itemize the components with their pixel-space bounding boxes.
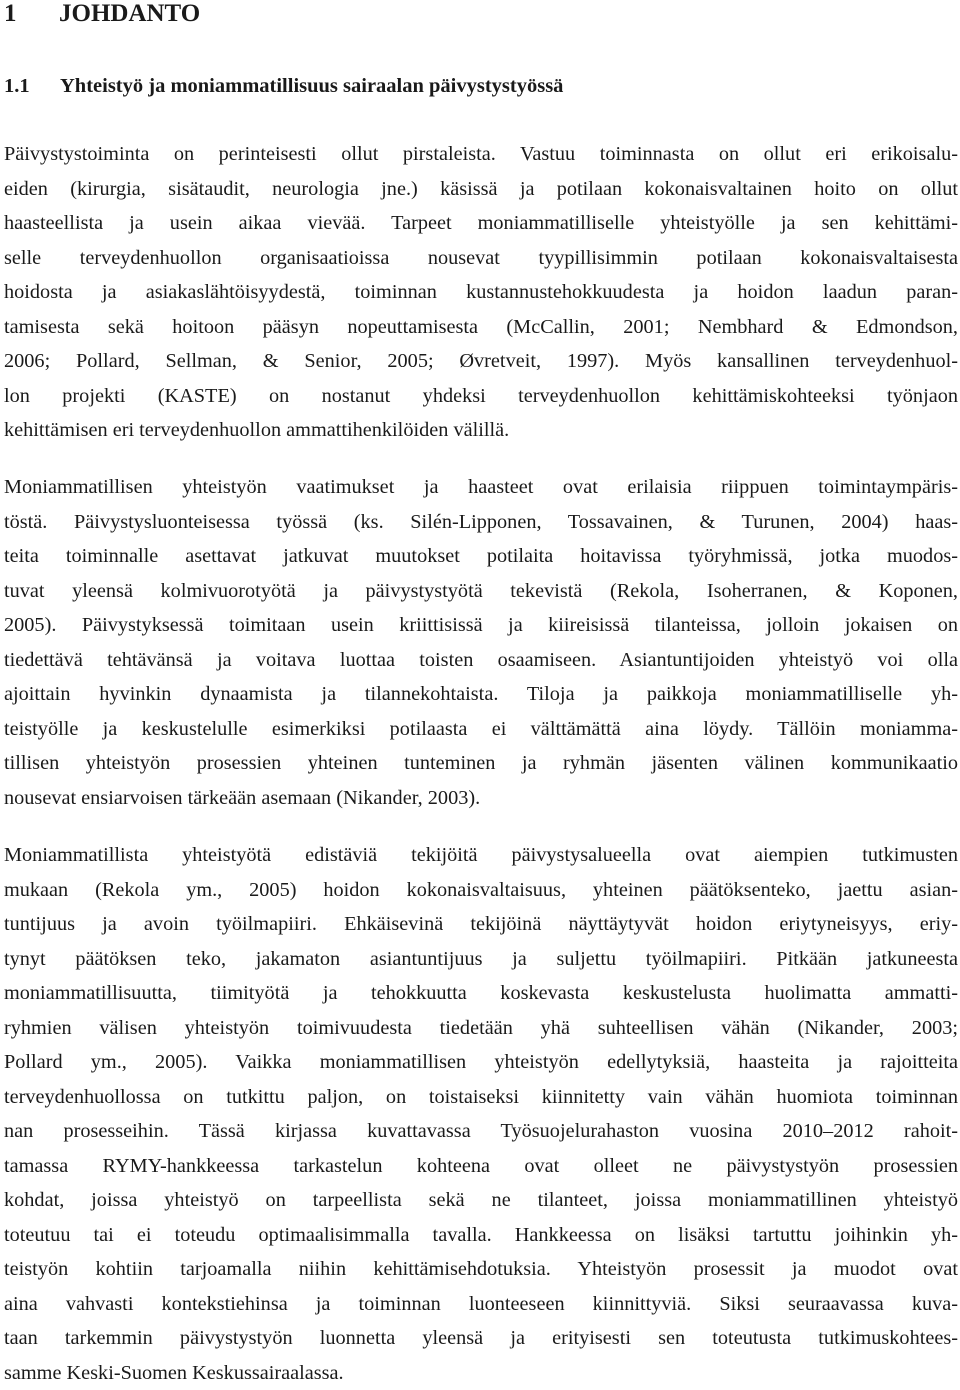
- text-line: aina vahvasti kontekstiehinsa ja toiminnan luonteeseen kiinnittyviä. Siksi seuraavassa kuva-: [4, 1287, 958, 1322]
- text-line: ryhmien välisen yhteistyön toimivuudesta tiedetään yhä suhteellisen vähän (Nikander, 2003;: [4, 1011, 958, 1046]
- text-line: tuntijuus ja avoin työilmapiiri. Ehkäisevinä tekijöinä näyttäytyvät hoidon eriytyneisyys, eriy-: [4, 907, 958, 942]
- text-line: Päivystystoiminta on perinteisesti ollut pirstaleista. Vastuu toiminnasta on ollut eri erikoisalu-: [4, 137, 958, 172]
- text-line: töstä. Päivystysluonteisessa työssä (ks. Silén-Lipponen, Tossavainen, & Turunen, 2004) haas-: [4, 505, 958, 540]
- text-line: Pollard ym., 2005). Vaikka moniammatillisen yhteistyön edellytyksiä, haasteita ja rajoitteita: [4, 1045, 958, 1080]
- text-line: teistyön kohtiin tarjoamalla niihin kehittämisehdotuksia. Yhteistyön prosessit ja muodot ovat: [4, 1252, 958, 1287]
- chapter-heading: [4, 0, 958, 32]
- text-line: taan tarkemmin päivystystyön luonnetta yleensä ja erityisesti sen toteutusta tutkimuskohtees-: [4, 1321, 958, 1356]
- text-line: samme Keski-Suomen Keskussairaalassa.: [4, 1356, 958, 1390]
- section-title: Yhteistyö ja moniammatillisuus sairaalan päivystystyössä: [60, 75, 563, 97]
- text-line: teistyölle ja keskustelulle esimerkiksi potilaasta ei välttämättä aina löydy. Tällöin moniamma-: [4, 712, 958, 747]
- text-line: kehittämisen eri terveydenhuollon ammattihenkilöiden välillä.: [4, 413, 958, 448]
- text-line: moniammatillisuutta, tiimityötä ja tehokkuutta koskevasta keskustelusta huolimatta ammatti-: [4, 976, 958, 1011]
- text-line: haasteellista ja usein aikaa vievää. Tarpeet moniammatilliselle yhteistyölle ja sen kehittämi-: [4, 206, 958, 241]
- text-line: nan prosesseihin. Tässä kirjassa kuvattavassa Työsuojelurahaston vuosina 2010–2012 rahoit-: [4, 1114, 958, 1149]
- text-line: terveydenhuollossa on tutkittu paljon, on toistaiseksi kiinnitetty vain vähän huomiota toiminnan: [4, 1080, 958, 1115]
- chapter-number: 1: [4, 0, 59, 28]
- text-line: teita toiminnalle asettavat jatkuvat muutokset potilaita hoitavissa työryhmissä, jotka muodos-: [4, 539, 958, 574]
- section-heading: [4, 72, 563, 100]
- section-number: 1.1: [4, 72, 60, 100]
- text-line: lon projekti (KASTE) on nostanut yhdeksi terveydenhuollon kehittämiskohteeksi työnjaon: [4, 379, 958, 414]
- paragraph-1: [4, 137, 958, 448]
- text-line: tillisen yhteistyön prosessien yhteinen tunteminen ja ryhmän jäsenten välinen kommunikaatio: [4, 746, 958, 781]
- text-line: ajoittain hyvinkin dynaamista ja tilannekohtaista. Tiloja ja paikkoja moniammatilliselle yh-: [4, 677, 958, 712]
- text-line: eiden (kirurgia, sisätaudit, neurologia jne.) käsissä ja potilaan kokonaisvaltainen hoito on ollut: [4, 172, 958, 207]
- text-line: selle terveydenhuollon organisaatioissa nousevat tyypillisimmin potilaan kokonaisvaltaisesta: [4, 241, 958, 276]
- text-line: 2005). Päivystyksessä toimitaan usein kriittisissä ja kiireisissä tilanteissa, jolloin jokaisen on: [4, 608, 958, 643]
- text-line: nousevat ensiarvoisen tärkeään asemaan (Nikander, 2003).: [4, 781, 958, 816]
- text-line: Moniammatillista yhteistyötä edistäviä tekijöitä päivystysalueella ovat aiempien tutkimusten: [4, 838, 958, 873]
- text-line: tamisesta sekä hoitoon pääsyn nopeuttamisesta (McCallin, 2001; Nembhard & Edmondson,: [4, 310, 958, 345]
- paragraph-2: [4, 470, 958, 815]
- text-line: tiedettävä tehtävänsä ja voitava luottaa toisten osaamiseen. Asiantuntijoiden yhteistyö voi olla: [4, 643, 958, 678]
- text-line: toteutuu tai ei toteudu optimaalisimmalla tavalla. Hankkeessa on lisäksi tartuttu joihinkin yh-: [4, 1218, 958, 1253]
- chapter-title: JOHDANTO: [59, 0, 200, 27]
- paragraph-3: [4, 838, 958, 1390]
- text-line: mukaan (Rekola ym., 2005) hoidon kokonaisvaltaisuus, yhteinen päätöksenteko, jaettu asian-: [4, 873, 958, 908]
- text-line: tuvat yleensä kolmivuorotyötä ja päivystystyötä tekevistä (Rekola, Isoherranen, & Koponen,: [4, 574, 958, 609]
- text-line: tynyt päätöksen teko, jakamaton asiantuntijuus ja suljettu työilmapiiri. Pitkään jatkuneesta: [4, 942, 958, 977]
- text-line: hoidosta ja asiakaslähtöisyydestä, toiminnan kustannustehokkuudesta ja hoidon laadun paran-: [4, 275, 958, 310]
- text-line: tamassa RYMY-hankkeessa tarkastelun kohteena ovat olleet ne päivystystyön prosessien: [4, 1149, 958, 1184]
- text-line: Moniammatillisen yhteistyön vaatimukset ja haasteet ovat erilaisia riippuen toimintaympäris-: [4, 470, 958, 505]
- text-line: kohdat, joissa yhteistyö on tarpeellista sekä ne tilanteet, joissa moniammatillinen yhteistyö: [4, 1183, 958, 1218]
- document-page: [4, 0, 958, 32]
- text-line: 2006; Pollard, Sellman, & Senior, 2005; Øvretveit, 1997). Myös kansallinen terveydenhuol-: [4, 344, 958, 379]
